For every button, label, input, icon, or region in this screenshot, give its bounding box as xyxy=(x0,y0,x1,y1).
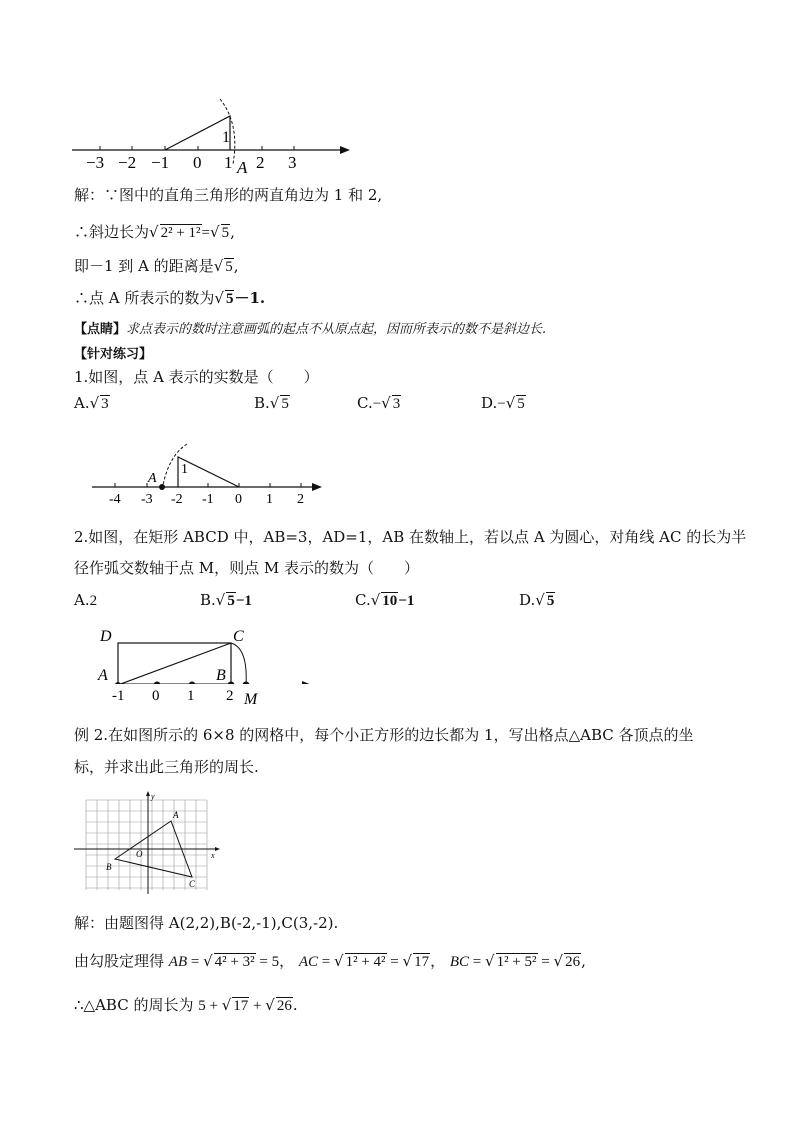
svg-text:A: A xyxy=(148,471,157,486)
svg-text:-4: -4 xyxy=(109,492,121,507)
leg-label: 1 xyxy=(222,129,230,146)
svg-text:B: B xyxy=(216,667,226,684)
question-1-option-c: C.−√ 3 xyxy=(357,394,401,412)
tick-label: 2 xyxy=(256,153,265,172)
question-2-stem-line-2: 径作弧交数轴于点 M，则点 M 表示的数为（ ） xyxy=(74,559,420,577)
question-2-option-a: A.2 xyxy=(74,591,98,609)
svg-text:A: A xyxy=(98,667,108,684)
question-1-stem: 1.如图，点 A 表示的实数是（ ） xyxy=(74,368,319,386)
svg-text:-2: -2 xyxy=(171,492,183,507)
question-2-figure-ticks xyxy=(70,684,320,708)
svg-text:y: y xyxy=(151,792,155,801)
question-1-option-b: B.√ 5 xyxy=(254,394,289,412)
example-2-grid-figure xyxy=(72,790,222,896)
svg-text:C: C xyxy=(233,628,244,645)
figure-1-number-line xyxy=(70,96,360,176)
question-2-figure xyxy=(70,622,320,684)
question-2-stem-line-1: 2.如图，在矩形 ABCD 中，AB=3，AD=1，AB 在数轴上，若以点 A 为圆心，对角线 AC 的长为半 xyxy=(74,528,747,546)
tick-label: −2 xyxy=(118,153,137,172)
solution-1-line-4: ∴点 A 所表示的数为√ 5－1. xyxy=(74,289,266,307)
solution-1-line-1: 解：∵图中的直角三角形的两直角边为 1 和 2, xyxy=(74,186,383,204)
example-2-solution-line-3: ∴△ABC 的周长为 5 + √ 17 + √ 26. xyxy=(74,996,298,1014)
tick-label: 0 xyxy=(193,153,202,172)
example-2-line-2: 标，并求出此三角形的周长. xyxy=(74,758,259,776)
tick-label: 3 xyxy=(288,153,297,172)
question-1-figure xyxy=(90,438,330,508)
arrow-head xyxy=(340,146,350,154)
svg-text:D: D xyxy=(100,628,112,645)
solution-1-line-3: 即－1 到 A 的距离是√ 5, xyxy=(74,257,239,275)
svg-text:x: x xyxy=(211,851,215,860)
svg-text:1: 1 xyxy=(266,492,273,507)
svg-text:O: O xyxy=(136,849,143,859)
svg-text:M: M xyxy=(244,691,258,708)
tip-line: 【点睛】求点表示的数时注意画弧的起点不从原点起，因而所表示的数不是斜边长. xyxy=(74,322,547,337)
svg-text:1: 1 xyxy=(181,462,188,477)
question-2-option-d: D.√ 5 xyxy=(519,591,555,609)
svg-text:1: 1 xyxy=(187,688,195,704)
question-2-option-b: B.√ 5−1 xyxy=(200,591,252,609)
svg-text:0: 0 xyxy=(235,492,242,507)
svg-text:-3: -3 xyxy=(141,492,153,507)
tick-label: −3 xyxy=(86,153,105,172)
svg-text:2: 2 xyxy=(297,492,304,507)
svg-text:2: 2 xyxy=(226,688,234,704)
practice-heading: 【针对练习】 xyxy=(74,347,153,362)
svg-text:-1: -1 xyxy=(202,492,214,507)
svg-text:A: A xyxy=(173,810,179,820)
point-a-label: A xyxy=(237,158,248,176)
diagonal-ac xyxy=(118,643,231,684)
example-2-line-1: 例 2.在如图所示的 6×8 的网格中，每个小正方形的边长都为 1，写出格点△ABC 各顶点的坐 xyxy=(74,726,694,744)
question-1-option-d: D.−√ 5 xyxy=(481,394,525,412)
example-2-solution-line-2: 由勾股定理得 AB = √ 4² + 3² = 5， AC = √ 1² + 4² = √ 17， BC = √ 1² + 5² = √ 26, xyxy=(74,952,586,970)
svg-text:C: C xyxy=(189,879,196,889)
question-2-option-c: C.√ 10−1 xyxy=(355,591,415,609)
arc-cm xyxy=(231,643,246,684)
svg-text:B: B xyxy=(106,862,112,872)
tick-label: 1 xyxy=(224,153,233,172)
svg-text:0: 0 xyxy=(152,688,160,704)
tick-label: −1 xyxy=(151,153,170,172)
svg-text:-1: -1 xyxy=(112,688,125,704)
point-a-dot xyxy=(159,484,165,490)
question-1-option-a: A.√ 3 xyxy=(74,394,109,412)
hypotenuse xyxy=(165,116,230,150)
example-2-solution-line-1: 解：由题图得 A(2,2),B(-2,-1),C(3,-2). xyxy=(74,914,339,932)
solution-1-line-2: ∴斜边长为√ 2² + 1²=√ 5, xyxy=(74,223,235,241)
